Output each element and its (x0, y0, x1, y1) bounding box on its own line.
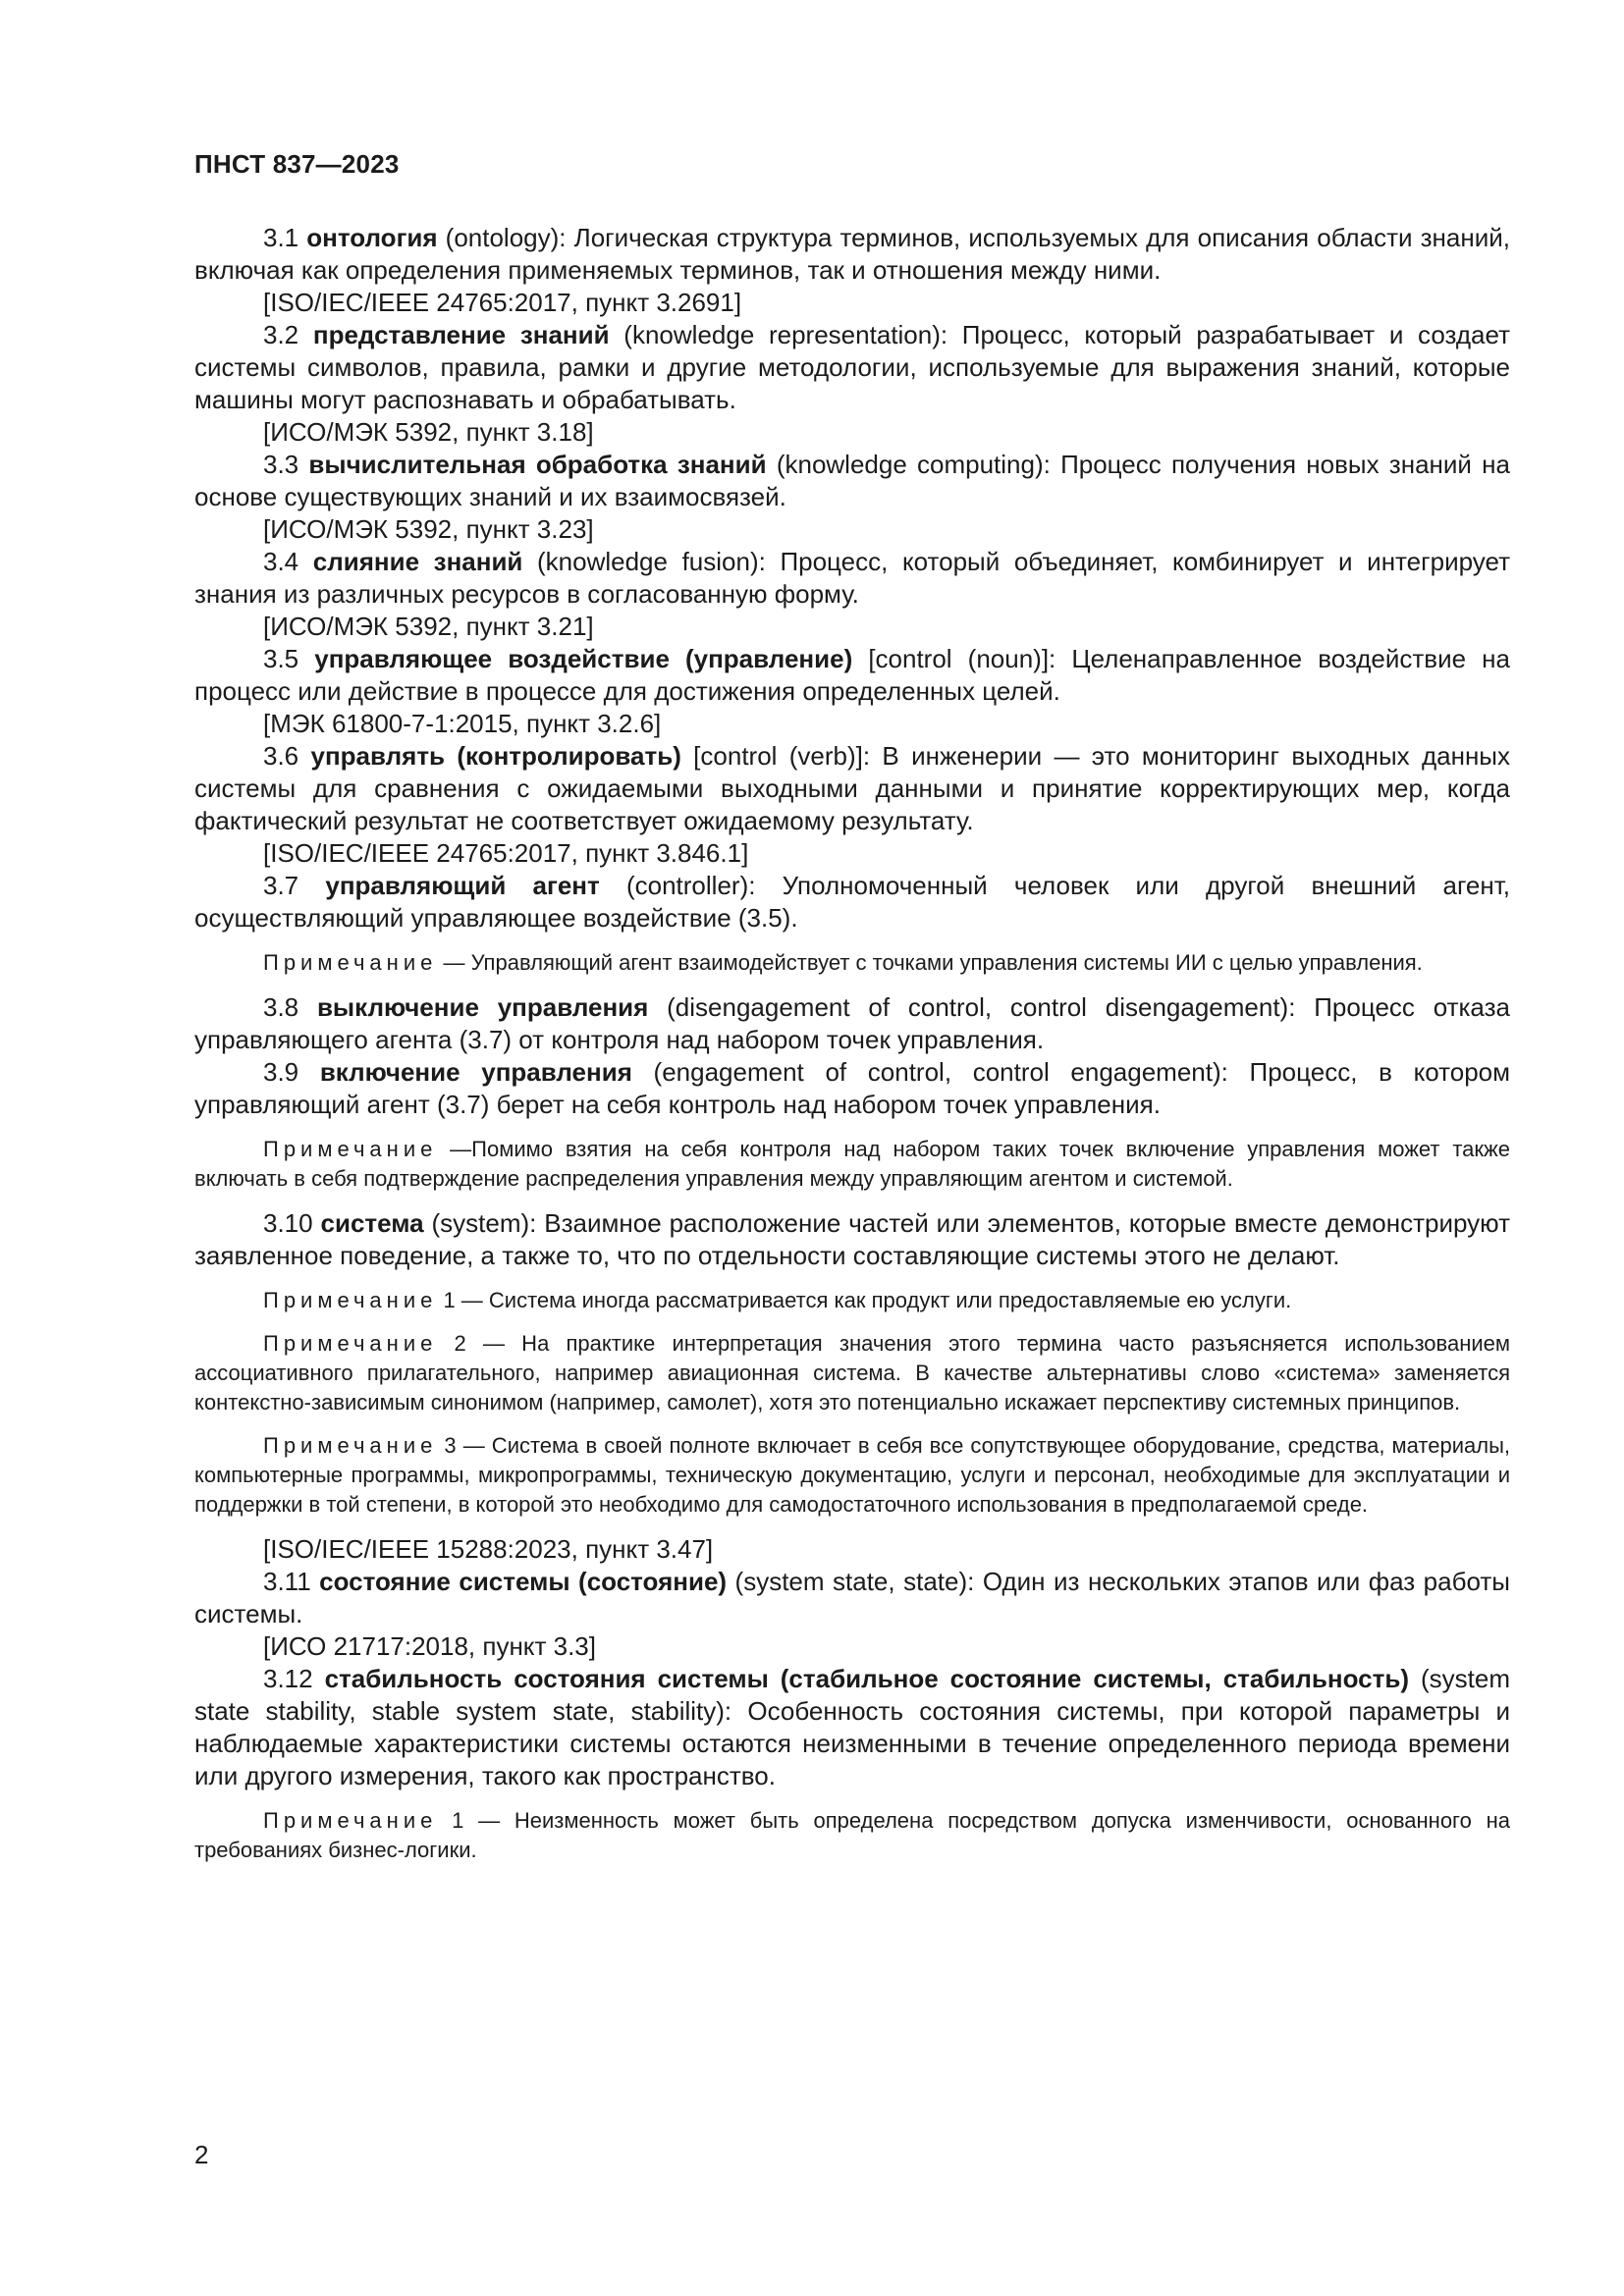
term-name: вычислительная обработка знаний (308, 450, 767, 479)
note-label: Примечание (263, 1137, 438, 1161)
term-entry: 3.2 представление знаний (knowledge representation): Процесс, который разрабатывает и создает системы символов, правила, рамки и другие методологии, используемые для выражения знаний, которые машины могут распознавать и обрабатывать. (194, 320, 1510, 414)
term-source: [МЭК 61800-7-1:2015, пункт 3.2.6] (263, 709, 662, 738)
term-entry: 3.6 управлять (контролировать) [control (verb)]: В инженерии — это мониторинг выходных данных системы для сравнения с ожидаемыми выходными данными и принятие корректирующих мер, когда фактический результат не соответствует ожидаемому результату. (194, 741, 1510, 835)
term-note: Примечание —Помимо взятия на себя контроля над набором таких точек включение управления может также включать в себя подтверждение распределения управления между управляющим агентом и системой. (194, 1137, 1510, 1191)
term-source: [ISO/IEC/IEEE 24765:2017, пункт 3.2691] (263, 288, 742, 317)
term-entry: 3.9 включение управления (engagement of control, control engagement): Процесс, в котором управляющий агент (3.7) берет на себя контроль над набором точек управления. (194, 1057, 1510, 1119)
term-name: представление знаний (312, 320, 610, 349)
term-entry: 3.7 управляющий агент (controller): Уполномоченный человек или другой внешний агент, осуществляющий управляющее воздействие (3.5). (194, 871, 1510, 933)
note-label: Примечание (263, 950, 438, 975)
term-note: Примечание 1 — Система иногда рассматривается как продукт или предоставляемые ею услуги. (263, 1288, 1292, 1312)
term-entry: 3.12 стабильность состояния системы (стабильное состояние системы, стабильность) (system state stability, stable system state, stability): Особенность состояния системы, при которой параметры и наблюдаемые характеристики системы остаются неизменными в течение определенного периода времени или другого измерения, такого как пространство. (194, 1664, 1510, 1790)
term-name: состояние системы (состояние) (319, 1567, 728, 1596)
term-name: система (320, 1208, 424, 1238)
term-source: [ИСО/МЭК 5392, пункт 3.18] (263, 417, 594, 447)
term-name: слияние знаний (312, 547, 523, 576)
term-note: Примечание — Управляющий агент взаимодействует с точками управления системы ИИ с целью управления. (263, 950, 1423, 975)
term-name: управляющий агент (325, 871, 600, 900)
term-entry: 3.10 система (system): Взаимное расположение частей или элементов, которые вместе демонстрируют заявленное поведение, а также то, что по отдельности составляющие системы этого не делают. (194, 1208, 1510, 1270)
term-source: [ISO/IEC/IEEE 24765:2017, пункт 3.846.1] (263, 838, 749, 868)
term-note: Примечание 2 — На практике интерпретация значения этого термина часто разъясняется использованием ассоциативного прилагательного, например авиационная система. В качестве альтернативы слово «система» заменяется контекстно-зависимым синонимом (например, самолет), хотя это потенциально искажает перспективу системных принципов. (194, 1331, 1510, 1415)
note-label: Примечание (263, 1331, 438, 1356)
term-name: онтология (306, 223, 438, 252)
term-name: управлять (контролировать) (310, 741, 681, 771)
term-note: Примечание 3 — Система в своей полноте включает в себя все сопутствующее оборудование, средства, материалы, компьютерные программы, микропрограммы, техническую документацию, услуги и персонал, необходимые для эксплуатации и поддержки в той степени, в которой это необходимо для самодостаточного использования в предполагаемой среде. (194, 1433, 1510, 1517)
term-entry: 3.3 вычислительная обработка знаний (knowledge computing): Процесс получения новых знаний на основе существующих знаний и их взаимосвязей. (194, 450, 1510, 511)
terms-section (194, 222, 1510, 1879)
term-entry: 3.1 онтология (ontology): Логическая структура терминов, используемых для описания области знаний, включая как определения применяемых терминов, так и отношения между ними. (194, 223, 1510, 285)
term-note: Примечание 1 — Неизменность может быть определена посредством допуска изменчивости, основанного на требованиях бизнес-логики. (194, 1808, 1510, 1862)
term-entry: 3.11 состояние системы (состояние) (system state, state): Один из нескольких этапов или фаз работы системы. (194, 1567, 1510, 1629)
term-source: [ИСО 21717:2018, пункт 3.3] (263, 1631, 596, 1661)
note-label: Примечание (263, 1288, 438, 1312)
term-name: стабильность состояния системы (стабильное состояние системы, стабильность) (324, 1664, 1409, 1693)
page-number: 2 (194, 2140, 209, 2169)
term-entry: 3.8 выключение управления (disengagement of control, control disengagement): Процесс отказа управляющего агента (3.7) от контроля над набором точек управления. (194, 992, 1510, 1054)
term-entry: 3.5 управляющее воздействие (управление) [control (noun)]: Целенаправленное воздействие на процесс или действие в процессе для достижения определенных целей. (194, 644, 1510, 706)
term-name: управляющее воздействие (управление) (314, 644, 853, 673)
term-source: [ИСО/МЭК 5392, пункт 3.21] (263, 612, 594, 641)
term-source: [ISO/IEC/IEEE 15288:2023, пункт 3.47] (263, 1534, 714, 1564)
note-label: Примечание (263, 1808, 438, 1833)
term-entry: 3.4 слияние знаний (knowledge fusion): Процесс, который объединяет, комбинирует и интегрирует знания из различных ресурсов в согласованную форму. (194, 547, 1510, 609)
term-name: включение управления (319, 1057, 632, 1087)
document-code: ПНСТ 837—2023 (194, 149, 400, 179)
note-label: Примечание (263, 1433, 438, 1458)
term-name: выключение управления (316, 992, 649, 1022)
term-source: [ИСО/МЭК 5392, пункт 3.23] (263, 514, 594, 544)
